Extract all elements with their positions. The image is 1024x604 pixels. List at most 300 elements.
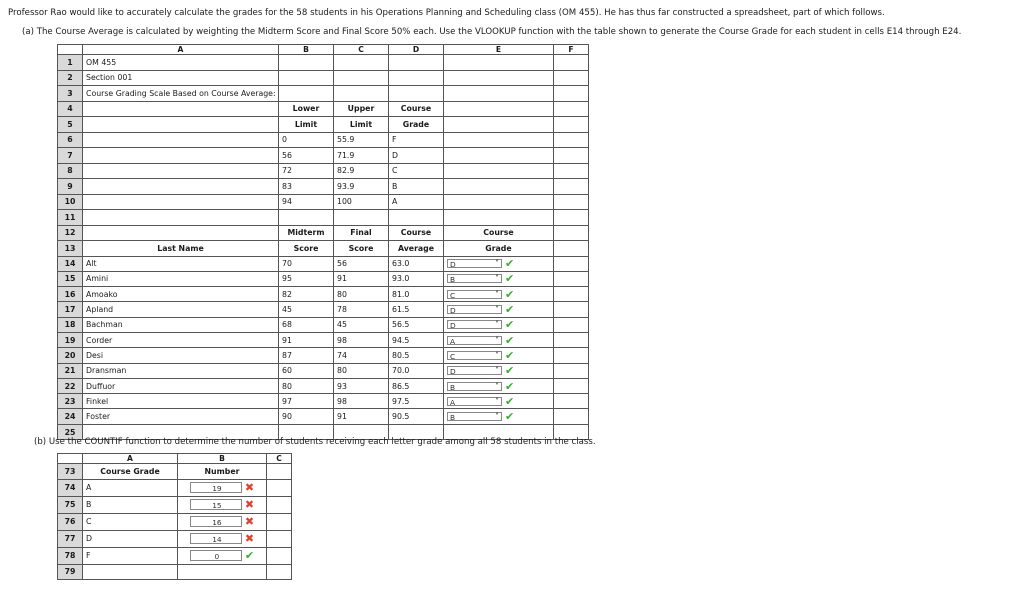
correct-check-icon: ✔: [505, 410, 515, 424]
dropdown-value: B: [450, 275, 456, 285]
dropdown-value: B: [450, 382, 456, 392]
cell-f5[interactable]: [554, 117, 589, 133]
cell-e5[interactable]: [444, 117, 554, 133]
course-grade-dropdown[interactable]: [447, 412, 502, 421]
midterm-score: 87: [279, 348, 334, 363]
column-header-row: [58, 454, 292, 464]
midterm-score: 60: [279, 363, 334, 378]
student-row: [58, 363, 589, 378]
cell-e6[interactable]: [444, 132, 554, 148]
cell-f[interactable]: [554, 256, 589, 271]
dropdown-value: D: [450, 367, 456, 377]
cell-f13[interactable]: [554, 241, 589, 257]
student-row: [58, 256, 589, 271]
incorrect-cross-icon: ✖: [244, 515, 255, 528]
chevron-down-icon: ˅: [495, 289, 499, 299]
cell-d10[interactable]: A: [389, 194, 444, 210]
spreadsheet-part-a: [57, 44, 589, 440]
cell-f[interactable]: [554, 378, 589, 393]
course-grade-dropdown[interactable]: [447, 382, 502, 391]
sheet-row-3: [58, 86, 589, 102]
grade-count-input[interactable]: 16: [190, 516, 242, 527]
cell-a5[interactable]: [83, 117, 279, 133]
course-average: 93.0: [389, 271, 444, 286]
cell-d7[interactable]: D: [389, 148, 444, 164]
cell-c13[interactable]: Score: [334, 241, 389, 257]
cell-f7[interactable]: [554, 148, 589, 164]
letter-grade: B: [83, 496, 178, 513]
midterm-score: 80: [279, 378, 334, 393]
correct-check-icon: ✔: [505, 364, 515, 378]
cell-f12[interactable]: [554, 225, 589, 241]
grade-count-row: [58, 547, 292, 564]
course-average: 86.5: [389, 378, 444, 393]
midterm-score: 68: [279, 317, 334, 332]
column-header-b: B: [178, 454, 267, 464]
chevron-down-icon: ˅: [495, 350, 499, 360]
sheet-row-73: [58, 464, 292, 480]
midterm-score: 70: [279, 256, 334, 271]
cell-b9[interactable]: 83: [279, 179, 334, 195]
midterm-score: 95: [279, 271, 334, 286]
row-number: 1: [58, 55, 83, 71]
course-grade-dropdown[interactable]: [447, 366, 502, 375]
cell-e12[interactable]: Course: [444, 225, 554, 241]
row-number: 17: [58, 302, 83, 317]
cell-c10[interactable]: 100: [334, 194, 389, 210]
final-score: 93: [334, 378, 389, 393]
empty-cell[interactable]: [267, 496, 292, 513]
student-row: [58, 302, 589, 317]
cell-c12[interactable]: Final: [334, 225, 389, 241]
cell-b10[interactable]: 94: [279, 194, 334, 210]
sheet-row-7: [58, 148, 589, 164]
grade-count-cell: [178, 479, 267, 496]
corner-cell: [58, 45, 83, 55]
correct-check-icon: ✔: [505, 287, 515, 301]
cell-a9[interactable]: [83, 179, 279, 195]
sheet-row-9: [58, 179, 589, 195]
cell-f[interactable]: [554, 271, 589, 286]
empty-cell[interactable]: [267, 564, 292, 580]
course-average: 81.0: [389, 287, 444, 302]
cell-f[interactable]: [554, 409, 589, 424]
chevron-down-icon: ˅: [495, 320, 499, 330]
empty-cell[interactable]: [267, 530, 292, 547]
course-grade-header: Course Grade: [83, 464, 178, 480]
row-number: 20: [58, 348, 83, 363]
chevron-down-icon: ˅: [495, 366, 499, 376]
incorrect-cross-icon: ✖: [244, 481, 255, 494]
cell-f[interactable]: [554, 302, 589, 317]
chevron-down-icon: ˅: [495, 335, 499, 345]
column-header-c: C: [334, 45, 389, 55]
course-grade-dropdown[interactable]: [447, 320, 502, 329]
cell-f11[interactable]: [554, 210, 589, 226]
grade-count-cell: [178, 513, 267, 530]
cell-b2[interactable]: [279, 70, 334, 86]
course-grade-cell: [444, 271, 554, 286]
cell-a12[interactable]: [83, 225, 279, 241]
row-number: 8: [58, 163, 83, 179]
final-score: 78: [334, 302, 389, 317]
student-last-name: Duffuor: [83, 378, 279, 393]
cell-b8[interactable]: 72: [279, 163, 334, 179]
grade-count-row: [58, 479, 292, 496]
chevron-down-icon: ˅: [495, 396, 499, 406]
cell-d8[interactable]: C: [389, 163, 444, 179]
cell-f[interactable]: [554, 287, 589, 302]
empty-cell[interactable]: [267, 547, 292, 564]
dropdown-value: B: [450, 413, 456, 423]
course-grade-dropdown[interactable]: [447, 336, 502, 345]
cell-e11[interactable]: [444, 210, 554, 226]
cell-c6[interactable]: 55.9: [334, 132, 389, 148]
column-header-b: B: [279, 45, 334, 55]
cell-f[interactable]: [554, 394, 589, 409]
row-number: 14: [58, 256, 83, 271]
correct-check-icon: ✔: [505, 272, 515, 286]
final-score: 91: [334, 271, 389, 286]
cell-c11[interactable]: [334, 210, 389, 226]
correct-check-icon: ✔: [244, 549, 255, 562]
course-grade-cell: [444, 317, 554, 332]
cell-a11[interactable]: [83, 210, 279, 226]
course-grade-cell: [444, 363, 554, 378]
course-grade-dropdown[interactable]: [447, 259, 502, 268]
chevron-down-icon: ˅: [495, 259, 499, 269]
empty-cell[interactable]: [178, 564, 267, 580]
row-number: 11: [58, 210, 83, 226]
grade-count-cell: [178, 530, 267, 547]
dropdown-value: D: [450, 306, 456, 316]
cell-f[interactable]: [554, 348, 589, 363]
correct-check-icon: ✔: [505, 303, 515, 317]
course-average: 61.5: [389, 302, 444, 317]
cell-b3[interactable]: [279, 86, 334, 102]
sheet-row-4: [58, 101, 589, 117]
correct-check-icon: ✔: [505, 333, 515, 347]
row-number: 25: [58, 424, 83, 440]
final-score: 74: [334, 348, 389, 363]
cell-c5[interactable]: Limit: [334, 117, 389, 133]
incorrect-cross-icon: ✖: [244, 532, 255, 545]
course-grade-cell: [444, 302, 554, 317]
cell-b13[interactable]: Score: [279, 241, 334, 257]
row-number: 24: [58, 409, 83, 424]
student-last-name: Dransman: [83, 363, 279, 378]
course-average: 63.0: [389, 256, 444, 271]
column-header-a: A: [83, 454, 178, 464]
grade-count-cell: [178, 496, 267, 513]
cell-c1[interactable]: [334, 55, 389, 71]
course-average: 94.5: [389, 332, 444, 347]
student-last-name: Alt: [83, 256, 279, 271]
cell-e2[interactable]: [444, 70, 554, 86]
cell-a10[interactable]: [83, 194, 279, 210]
course-grade-cell: [444, 348, 554, 363]
spreadsheet-part-b: [57, 453, 292, 580]
cell-f1[interactable]: [554, 55, 589, 71]
row-number: 3: [58, 86, 83, 102]
cell-e8[interactable]: [444, 163, 554, 179]
cell-c3[interactable]: [334, 86, 389, 102]
letter-grade: D: [83, 530, 178, 547]
sheet-row-12: [58, 225, 589, 241]
cell-f9[interactable]: [554, 179, 589, 195]
row-number: 7: [58, 148, 83, 164]
chevron-down-icon: ˅: [495, 305, 499, 315]
cell-b6[interactable]: 0: [279, 132, 334, 148]
cell-a7[interactable]: [83, 148, 279, 164]
student-row: [58, 348, 589, 363]
grade-count-cell: [178, 547, 267, 564]
row-number: 13: [58, 241, 83, 257]
student-row: [58, 332, 589, 347]
intro-text: Professor Rao would like to accurately calculate the grades for the 58 students in his Operations Planning and Scheduling class (OM 455). He has thus far constructed a spreadsheet, part of which follows.: [8, 8, 885, 18]
final-score: 80: [334, 287, 389, 302]
cell-e9[interactable]: [444, 179, 554, 195]
corner-cell: [58, 454, 83, 464]
student-last-name: Amoako: [83, 287, 279, 302]
sheet-row-6: [58, 132, 589, 148]
cell-f8[interactable]: [554, 163, 589, 179]
midterm-score: 45: [279, 302, 334, 317]
cell-d5[interactable]: Grade: [389, 117, 444, 133]
student-last-name: Apland: [83, 302, 279, 317]
sheet-row-1: [58, 55, 589, 71]
final-score: 80: [334, 363, 389, 378]
dropdown-value: A: [450, 397, 456, 407]
cell-f[interactable]: [554, 332, 589, 347]
grade-count-input[interactable]: 0: [190, 550, 242, 561]
correct-check-icon: ✔: [505, 394, 515, 408]
correct-check-icon: ✔: [505, 379, 515, 393]
row-number: 12: [58, 225, 83, 241]
column-header-e: E: [444, 45, 554, 55]
course-grade-cell: [444, 332, 554, 347]
row-number: 22: [58, 378, 83, 393]
sheet-row-5: [58, 117, 589, 133]
correct-check-icon: ✔: [505, 348, 515, 362]
cell-f6[interactable]: [554, 132, 589, 148]
letter-grade: A: [83, 479, 178, 496]
cell-d12[interactable]: Course: [389, 225, 444, 241]
cell-e13[interactable]: Grade: [444, 241, 554, 257]
cell-e7[interactable]: [444, 148, 554, 164]
student-last-name: Finkel: [83, 394, 279, 409]
course-grade-cell: [444, 409, 554, 424]
cell-e10[interactable]: [444, 194, 554, 210]
row-number: 15: [58, 271, 83, 286]
grade-count-row: [58, 496, 292, 513]
cell-c8[interactable]: 82.9: [334, 163, 389, 179]
cell-a13[interactable]: Last Name: [83, 241, 279, 257]
column-header-row: [58, 45, 589, 55]
student-row: [58, 271, 589, 286]
cell-a2[interactable]: Section 001: [83, 70, 279, 86]
chevron-down-icon: ˅: [495, 381, 499, 391]
cell-d2[interactable]: [389, 70, 444, 86]
cell-a1[interactable]: OM 455: [83, 55, 279, 71]
row-number: 5: [58, 117, 83, 133]
cell-c2[interactable]: [334, 70, 389, 86]
cell-a3[interactable]: Course Grading Scale Based on Course Average:: [83, 86, 279, 102]
cell-b1[interactable]: [279, 55, 334, 71]
dropdown-value: C: [450, 290, 456, 300]
cell-d1[interactable]: [389, 55, 444, 71]
letter-grade: F: [83, 547, 178, 564]
correct-check-icon: ✔: [505, 318, 515, 332]
cell-e1[interactable]: [444, 55, 554, 71]
student-row: [58, 317, 589, 332]
part-b-instructions: (b) Use the COUNTIF function to determine the number of students receiving each letter grade among all 58 students in the class.: [34, 437, 596, 447]
row-number: 73: [58, 464, 83, 480]
cell-f3[interactable]: [554, 86, 589, 102]
final-score: 45: [334, 317, 389, 332]
row-number: 78: [58, 547, 83, 564]
cell-b7[interactable]: 56: [279, 148, 334, 164]
course-grade-cell: [444, 394, 554, 409]
chevron-down-icon: ˅: [495, 274, 499, 284]
cell-d9[interactable]: B: [389, 179, 444, 195]
grade-count-input[interactable]: 14: [190, 533, 242, 544]
column-header-a: A: [83, 45, 279, 55]
midterm-score: 90: [279, 409, 334, 424]
student-last-name: Corder: [83, 332, 279, 347]
course-average: 70.0: [389, 363, 444, 378]
cell-b11[interactable]: [279, 210, 334, 226]
course-average: 80.5: [389, 348, 444, 363]
row-number: 79: [58, 564, 83, 580]
cell-d3[interactable]: [389, 86, 444, 102]
student-row: [58, 378, 589, 393]
sheet-row-79: [58, 564, 292, 580]
course-grade-dropdown[interactable]: [447, 290, 502, 299]
course-grade-cell: [444, 256, 554, 271]
row-number: 19: [58, 332, 83, 347]
cell-e3[interactable]: [444, 86, 554, 102]
dropdown-value: D: [450, 260, 456, 270]
cell-d11[interactable]: [389, 210, 444, 226]
sheet-row-2: [58, 70, 589, 86]
cell-f2[interactable]: [554, 70, 589, 86]
row-number: 74: [58, 479, 83, 496]
course-grade-dropdown[interactable]: [447, 274, 502, 283]
grade-count-input[interactable]: 19: [190, 482, 242, 493]
grade-count-input[interactable]: 15: [190, 499, 242, 510]
cell-a4[interactable]: [83, 101, 279, 117]
course-average: 97.5: [389, 394, 444, 409]
correct-check-icon: ✔: [505, 257, 515, 271]
column-header-c: C: [267, 454, 292, 464]
dropdown-value: C: [450, 351, 456, 361]
cell-f4[interactable]: [554, 101, 589, 117]
row-number: 77: [58, 530, 83, 547]
sheet-row-13: [58, 241, 589, 257]
course-grade-cell: [444, 378, 554, 393]
sheet-row-10: [58, 194, 589, 210]
cell-a6[interactable]: [83, 132, 279, 148]
midterm-score: 97: [279, 394, 334, 409]
final-score: 98: [334, 332, 389, 347]
final-score: 91: [334, 409, 389, 424]
row-number: 2: [58, 70, 83, 86]
student-last-name: Bachman: [83, 317, 279, 332]
incorrect-cross-icon: ✖: [244, 498, 255, 511]
empty-cell[interactable]: [267, 479, 292, 496]
cell-c9[interactable]: 93.9: [334, 179, 389, 195]
cell-c4[interactable]: Upper: [334, 101, 389, 117]
dropdown-value: D: [450, 321, 456, 331]
empty-cell[interactable]: [267, 464, 292, 480]
empty-cell[interactable]: [83, 564, 178, 580]
dropdown-value: A: [450, 336, 456, 346]
sheet-row-8: [58, 163, 589, 179]
cell-d6[interactable]: F: [389, 132, 444, 148]
course-average: 56.5: [389, 317, 444, 332]
student-last-name: Amini: [83, 271, 279, 286]
midterm-score: 82: [279, 287, 334, 302]
row-number: 6: [58, 132, 83, 148]
cell-f10[interactable]: [554, 194, 589, 210]
row-number: 75: [58, 496, 83, 513]
grade-count-row: [58, 530, 292, 547]
final-score: 56: [334, 256, 389, 271]
row-number: 4: [58, 101, 83, 117]
course-average: 90.5: [389, 409, 444, 424]
cell-f[interactable]: [554, 363, 589, 378]
sheet-row-11: [58, 210, 589, 226]
row-number: 76: [58, 513, 83, 530]
final-score: 98: [334, 394, 389, 409]
student-last-name: Desi: [83, 348, 279, 363]
cell-c7[interactable]: 71.9: [334, 148, 389, 164]
chevron-down-icon: ˅: [495, 412, 499, 422]
column-header-f: F: [554, 45, 589, 55]
part-a-instructions: (a) The Course Average is calculated by weighting the Midterm Score and Final Score 50% each. Use the VLOOKUP function with the table shown to generate the Course Grade for each student in cells E14 through E24.: [22, 27, 962, 37]
row-number: 16: [58, 287, 83, 302]
course-grade-cell: [444, 287, 554, 302]
student-row: [58, 287, 589, 302]
cell-a8[interactable]: [83, 163, 279, 179]
letter-grade: C: [83, 513, 178, 530]
empty-cell[interactable]: [267, 513, 292, 530]
row-number: 9: [58, 179, 83, 195]
student-row: [58, 409, 589, 424]
student-row: [58, 394, 589, 409]
cell-e4[interactable]: [444, 101, 554, 117]
column-header-d: D: [389, 45, 444, 55]
number-header: Number: [178, 464, 267, 480]
cell-d4[interactable]: Course: [389, 101, 444, 117]
course-grade-dropdown[interactable]: [447, 305, 502, 314]
cell-b5[interactable]: Limit: [279, 117, 334, 133]
row-number: 23: [58, 394, 83, 409]
cell-b12[interactable]: Midterm: [279, 225, 334, 241]
cell-b4[interactable]: Lower: [279, 101, 334, 117]
row-number: 18: [58, 317, 83, 332]
course-grade-dropdown[interactable]: [447, 397, 502, 406]
student-last-name: Foster: [83, 409, 279, 424]
row-number: 10: [58, 194, 83, 210]
row-number: 21: [58, 363, 83, 378]
midterm-score: 91: [279, 332, 334, 347]
grade-count-row: [58, 513, 292, 530]
cell-f[interactable]: [554, 317, 589, 332]
course-grade-dropdown[interactable]: [447, 351, 502, 360]
cell-d13[interactable]: Average: [389, 241, 444, 257]
